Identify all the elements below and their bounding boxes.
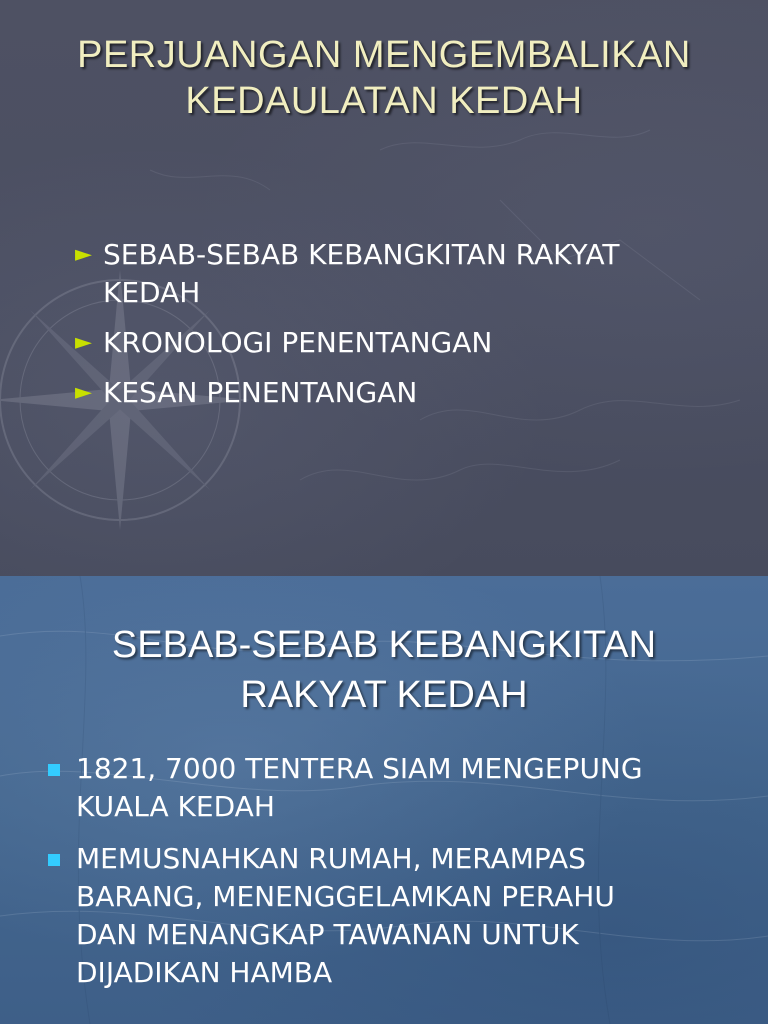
list-item-text: KEDAH <box>103 276 201 309</box>
list-item-text: MEMUSNAHKAN RUMAH, MERAMPAS <box>76 842 586 875</box>
arrow-right-icon: ► <box>75 242 92 267</box>
slide-1-title-line: PERJUANGAN MENGEMBALIKAN <box>77 34 691 76</box>
list-item-text: DIJADIKAN HAMBA <box>76 956 333 989</box>
list-item <box>75 236 715 312</box>
slide-2-title-line: SEBAB-SEBAB KEBANGKITAN <box>111 624 657 666</box>
slide-2-bullet-list <box>46 750 726 1006</box>
list-item-text: 1821, 7000 TENTERA SIAM MENGEPUNG <box>76 752 643 785</box>
list-item-text: SEBAB-SEBAB KEBANGKITAN RAKYAT <box>103 238 620 271</box>
slide-2 <box>0 576 768 1024</box>
slide-1-title <box>0 32 768 124</box>
list-item <box>46 750 726 826</box>
list-item <box>75 374 715 412</box>
arrow-right-icon: ► <box>75 380 92 405</box>
arrow-right-icon: ► <box>75 330 92 355</box>
list-item-text: KESAN PENENTANGAN <box>103 376 418 409</box>
list-item <box>46 840 726 992</box>
list-item-text: KUALA KEDAH <box>76 790 275 823</box>
slide-2-title <box>0 620 768 720</box>
list-item <box>75 324 715 362</box>
square-bullet-icon <box>48 854 60 866</box>
list-item-text: DAN MENANGKAP TAWANAN UNTUK <box>76 918 579 951</box>
slide-1-title-line: KEDAULATAN KEDAH <box>185 80 583 122</box>
square-bullet-icon <box>48 764 60 776</box>
slide-2-title-line: RAKYAT KEDAH <box>240 674 528 716</box>
list-item-text: BARANG, MENENGGELAMKAN PERAHU <box>76 880 615 913</box>
slide-1-bullet-list <box>75 236 715 424</box>
list-item-text: KRONOLOGI PENENTANGAN <box>103 326 493 359</box>
